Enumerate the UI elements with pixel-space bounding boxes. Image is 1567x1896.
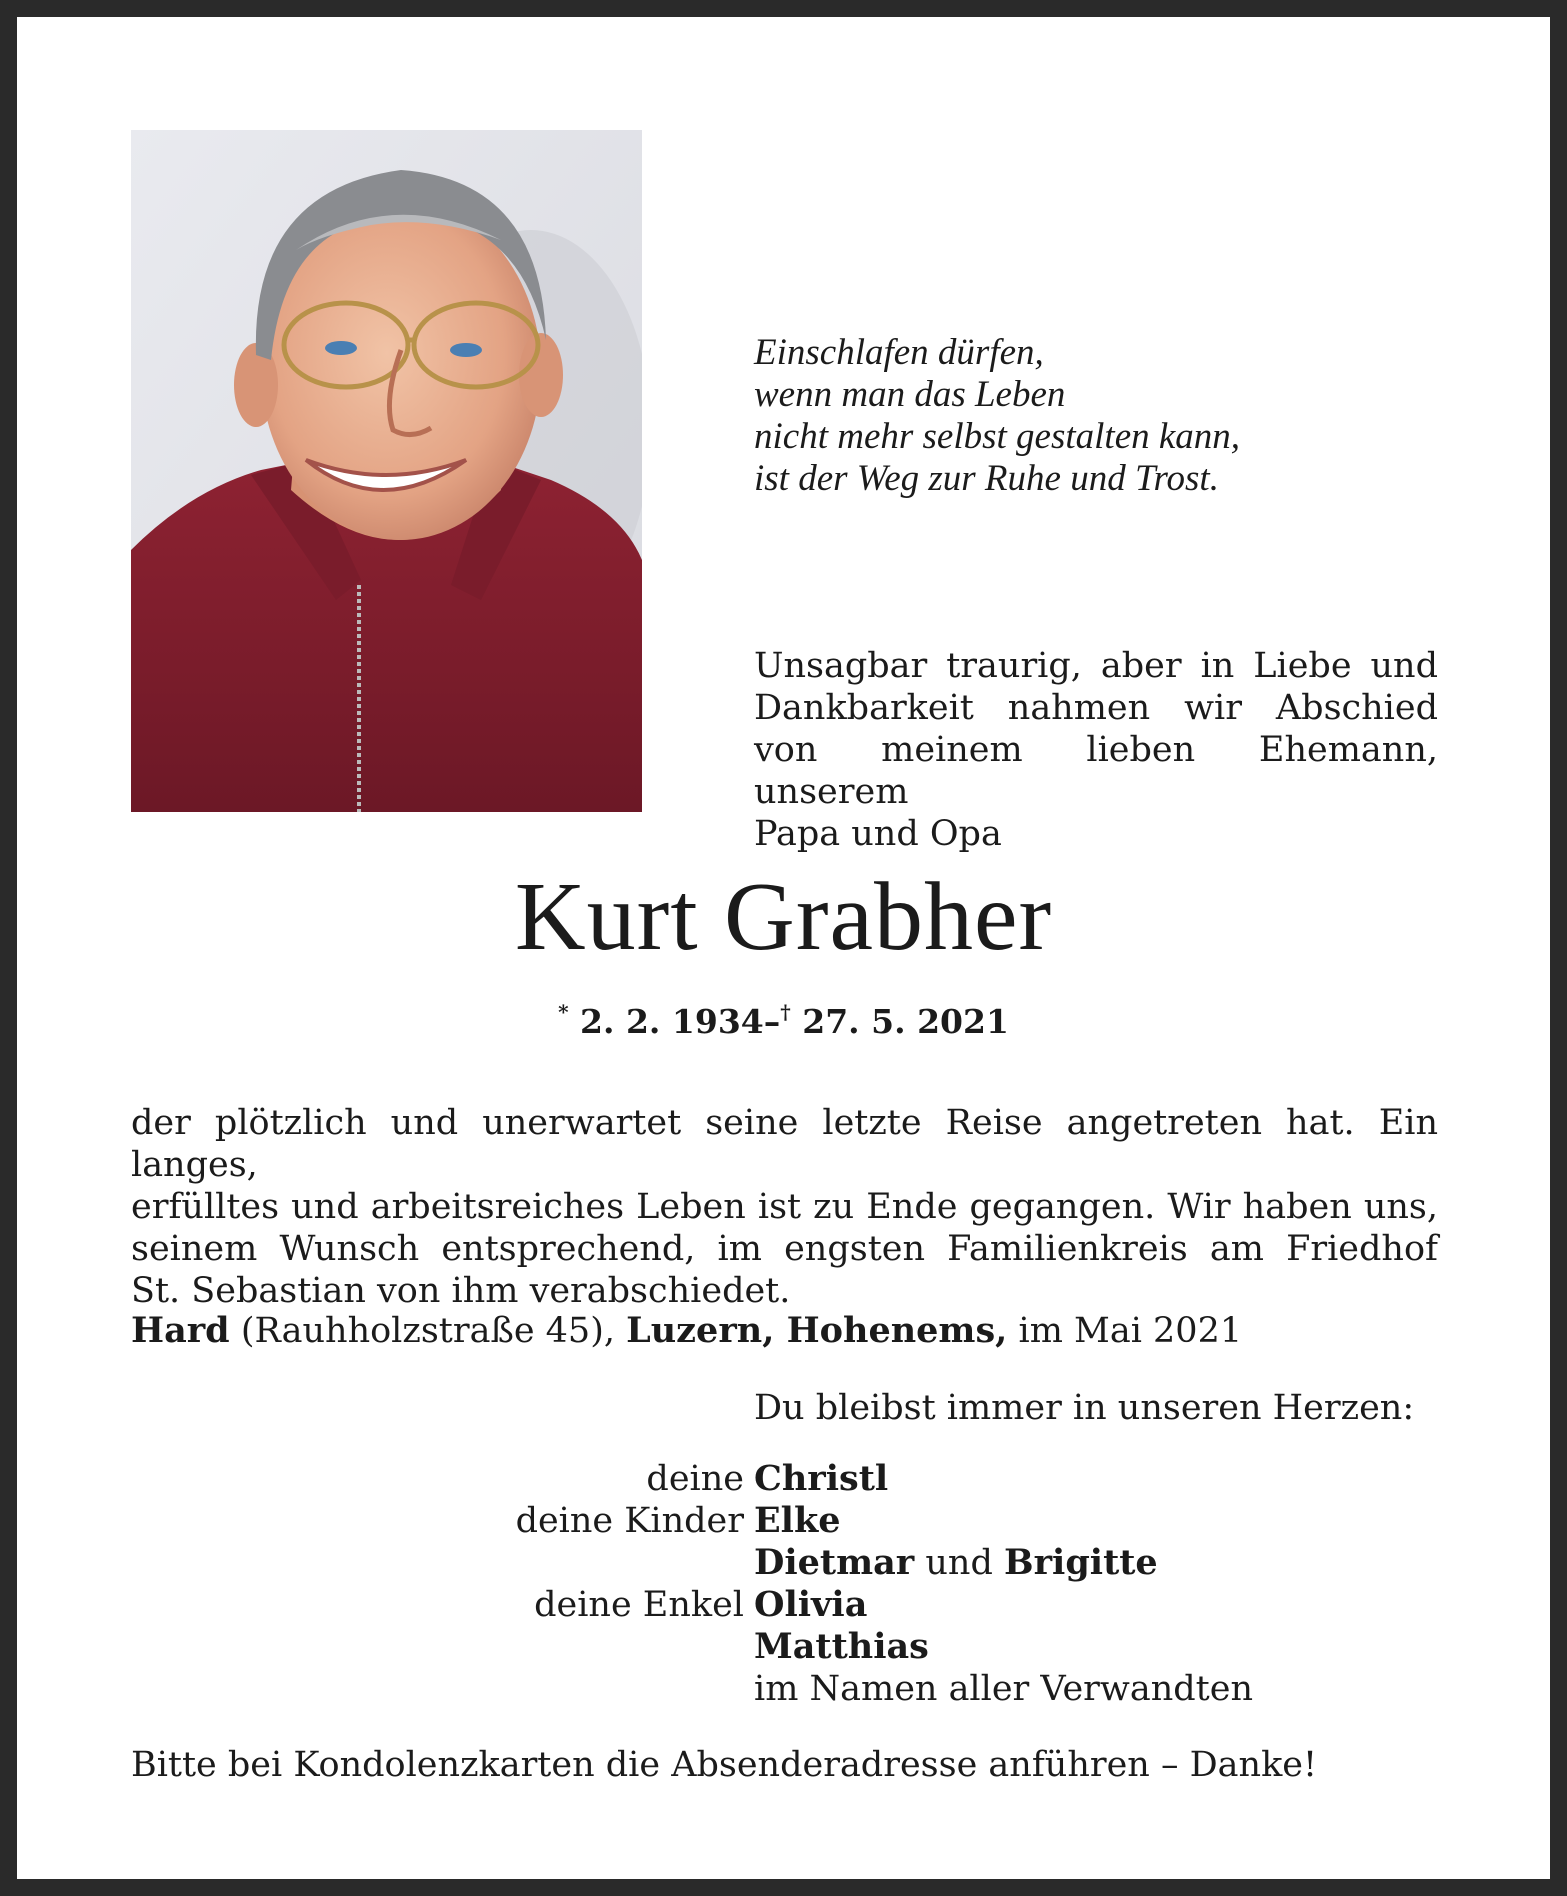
spouse-name: Christl xyxy=(754,1458,889,1499)
child-name: Elke xyxy=(754,1500,841,1541)
mourners-list xyxy=(131,1458,1451,1710)
mourners-heading: Du bleibst immer in unseren Herzen: xyxy=(754,1388,1415,1428)
mourner-row xyxy=(131,1668,1451,1710)
place-date: im Mai 2021 xyxy=(1018,1311,1243,1351)
partner-name: Brigitte xyxy=(1004,1542,1158,1583)
grandchild-name: Matthias xyxy=(754,1626,929,1667)
poem-line: wenn man das Leben xyxy=(754,374,1066,415)
portrait-image xyxy=(131,130,642,812)
body-line: seinem Wunsch entsprechend, im engsten Familienkreis am Friedhof xyxy=(131,1229,1438,1269)
poem xyxy=(754,332,1454,500)
grandchildren-label: deine Enkel xyxy=(534,1585,744,1625)
intro-last-line: Papa und Opa xyxy=(754,814,1002,854)
place-town: Hard xyxy=(131,1310,230,1351)
portrait-photo xyxy=(131,130,642,812)
grandchild-name: Olivia xyxy=(754,1584,868,1625)
death-date: 27. 5. 2021 xyxy=(802,1002,1009,1041)
birth-symbol: * xyxy=(558,1000,569,1024)
place-and-date xyxy=(131,1310,1451,1352)
poem-line: ist der Weg zur Ruhe und Trost. xyxy=(754,458,1219,499)
child-name: Dietmar xyxy=(754,1542,915,1583)
place-address: (Rauhholzstraße 45), xyxy=(240,1311,615,1351)
intro-paragraph: Unsagbar traurig, aber in Liebe und Dankbarkeit nahmen wir Abschied von meinem lieben Ehemann, unserem xyxy=(754,646,1438,812)
mourner-row xyxy=(131,1500,1451,1542)
mourner-row xyxy=(131,1626,1451,1668)
body-line: St. Sebastian von ihm verabschiedet. xyxy=(131,1271,791,1311)
deceased-name: Kurt Grabher xyxy=(514,863,1053,971)
spouse-label: deine xyxy=(646,1459,744,1499)
poem-line: nicht mehr selbst gestalten kann, xyxy=(754,416,1241,457)
body-line: erfülltes und arbeitsreiches Leben ist zu Ende gegangen. Wir haben uns, xyxy=(131,1187,1438,1227)
date-separator: – xyxy=(763,1002,781,1041)
and-word: und xyxy=(925,1543,993,1583)
body-line: der plötzlich und unerwartet seine letzte Reise angetreten hat. Ein langes, xyxy=(131,1103,1438,1185)
relatives-note: im Namen aller Verwandten xyxy=(754,1669,1253,1709)
mourner-row xyxy=(131,1542,1451,1584)
poem-line: Einschlafen dürfen, xyxy=(754,332,1044,373)
mourner-row xyxy=(131,1458,1451,1500)
obituary-page xyxy=(17,17,1550,1879)
intro-text xyxy=(754,645,1438,855)
mourner-row xyxy=(131,1584,1451,1626)
child-couple xyxy=(754,1542,1158,1584)
body-paragraph xyxy=(131,1102,1438,1312)
place-other-towns: Luzern, Hohenems, xyxy=(626,1310,1008,1351)
footer-note: Bitte bei Kondolenzkarten die Absenderadresse anführen – Danke! xyxy=(131,1745,1318,1785)
birth-date: 2. 2. 1934 xyxy=(580,1002,764,1041)
children-label: deine Kinder xyxy=(515,1501,744,1541)
death-symbol: † xyxy=(780,1000,791,1024)
life-dates xyxy=(17,990,1550,1044)
